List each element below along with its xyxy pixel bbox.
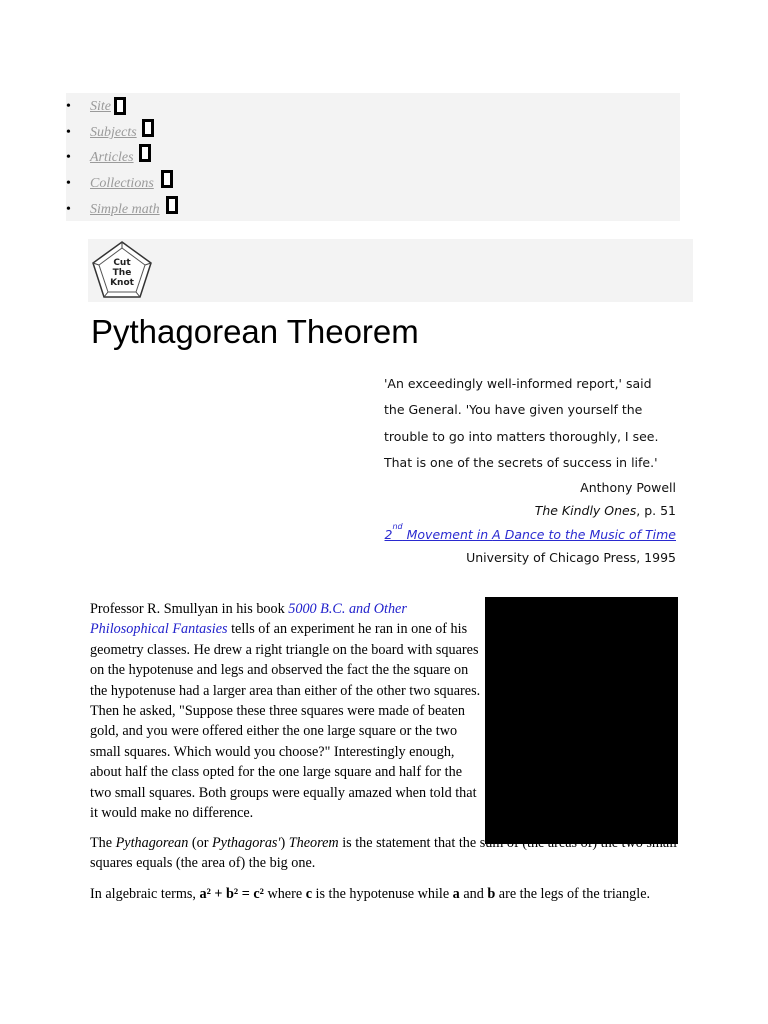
- text: In algebraic terms,: [90, 886, 200, 902]
- bullet-icon: •: [66, 176, 71, 191]
- text: ): [280, 835, 289, 851]
- missing-glyph-icon[interactable]: [166, 196, 178, 214]
- quote-author: Anthony Powell: [580, 480, 676, 496]
- missing-glyph-icon[interactable]: [142, 119, 154, 137]
- quote-source: [384, 499, 676, 522]
- emphasis: Pythagorean: [115, 835, 189, 851]
- emphasis: Pythagoras': [212, 835, 281, 851]
- variable: a: [452, 886, 460, 902]
- missing-glyph-icon[interactable]: [161, 170, 173, 188]
- variable: c: [305, 886, 312, 902]
- missing-glyph-icon[interactable]: [139, 144, 151, 162]
- text: and: [459, 886, 488, 902]
- intro-paragraph: [90, 599, 484, 823]
- quote-line: the General. 'You have given yourself the: [384, 402, 643, 418]
- logo-text-line3: Knot: [110, 278, 134, 288]
- text: The: [90, 835, 116, 851]
- quote-page-ref: , p. 51: [636, 503, 676, 519]
- bullet-icon: •: [66, 150, 71, 165]
- text: are the legs of the triangle.: [495, 886, 651, 902]
- page-title: Pythagorean Theorem: [91, 313, 419, 350]
- theorem-paragraph: [90, 833, 680, 874]
- quote-series: [384, 523, 676, 546]
- text: where: [263, 886, 306, 902]
- text: is the statement that the sum of (the areas of) the two small squares equals (the area of) the big one.: [90, 835, 678, 872]
- variable: b: [487, 886, 496, 902]
- nav-link-collections[interactable]: Collections: [90, 176, 154, 191]
- logo-bar: [88, 239, 693, 302]
- series-link-prefix: [384, 521, 493, 542]
- nav-link-simple-math[interactable]: Simple math: [90, 202, 160, 217]
- series-link-movement: Movement in: [402, 526, 493, 542]
- top-navigation: [66, 93, 680, 221]
- series-link[interactable]: [384, 521, 676, 542]
- formula: a² + b² = c²: [199, 886, 264, 902]
- book-link[interactable]: 5000 B.C. and Other Philosophical Fantasies: [90, 601, 407, 638]
- series-link-title: A Dance to the Music of Time: [492, 526, 676, 542]
- epigraph: [384, 371, 676, 569]
- quote-line: trouble to go into matters thoroughly, I see.: [384, 428, 659, 444]
- illustration-image: [485, 597, 678, 844]
- bullet-icon: •: [66, 125, 71, 140]
- text: is the hypotenuse while: [312, 886, 453, 902]
- nav-link-articles[interactable]: Articles: [90, 150, 134, 165]
- text: (or: [188, 835, 213, 851]
- algebra-paragraph: [90, 884, 680, 904]
- intro-text: Professor R. Smullyan in his book: [90, 601, 289, 617]
- nav-link-subjects[interactable]: Subjects: [90, 125, 137, 140]
- emphasis: Theorem: [288, 835, 339, 851]
- quote-line: 'An exceedingly well-informed report,' said: [384, 376, 652, 391]
- intro-text: tells of an experiment he ran in one of his geometry classes. He drew a right triangle on the board with squares on the hypotenuse and legs and observed the fact the the square on the hypotenuse had a larger area than either of the other two squares. Then he asked, "Suppose these three squares were made of beaten gold, and you were offered either the one large square or the two small squares. Which would you choose?" Interestingly enough, about half the class opted for the one large square and half for the two small squares. Both groups were equally amazed when told that it would make no difference.: [90, 621, 481, 822]
- series-link-number: 2: [384, 526, 393, 542]
- bullet-icon: •: [66, 202, 71, 217]
- missing-glyph-icon[interactable]: [114, 97, 126, 115]
- logo-text-line1: Cut: [113, 258, 131, 268]
- cut-the-knot-logo[interactable]: [90, 239, 154, 302]
- quote-book-title: The Kindly Ones: [534, 503, 637, 519]
- bullet-icon: •: [66, 99, 71, 114]
- series-link-ordinal: nd: [392, 521, 403, 531]
- nav-link-site[interactable]: Site: [90, 99, 111, 114]
- quote-line: That is one of the secrets of success in life.': [384, 454, 658, 470]
- logo-text-line2: The: [112, 268, 132, 278]
- quote-publisher: University of Chicago Press, 1995: [466, 550, 676, 566]
